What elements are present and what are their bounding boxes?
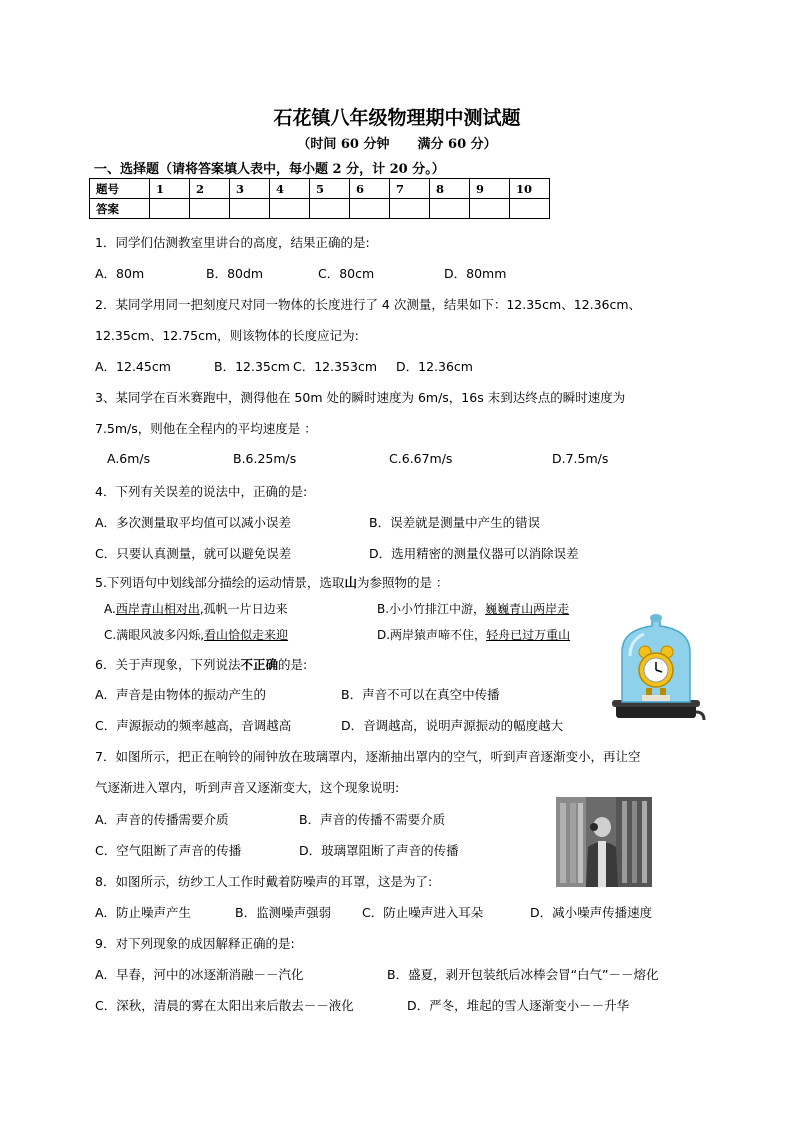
bell-jar-alarm-clock-image — [612, 612, 706, 730]
answer-table — [89, 178, 550, 219]
table-row — [90, 179, 550, 199]
q2-option-a: A．12.45cm — [95, 359, 171, 374]
question-7-stem-line1: 7．如图所示，把正在响铃的闹钟放在玻璃罩内，逐渐抽出罩内的空气，听到声音逐渐变小，再让空 — [95, 749, 641, 764]
q5-option-a — [104, 600, 288, 617]
table-cell: 6 — [350, 179, 390, 199]
q7-option-a: A．声音的传播需要介质 — [95, 812, 229, 827]
answer-cell[interactable] — [270, 199, 310, 219]
q5-option-d — [377, 626, 570, 643]
table-cell: 7 — [390, 179, 430, 199]
q5-stem-emphasis: 山 — [344, 575, 357, 590]
table-cell: 9 — [470, 179, 510, 199]
q7-option-c: C．空气阻断了声音的传播 — [95, 843, 242, 858]
q5-option-b-underline: 巍巍青山两岸走 — [485, 602, 570, 616]
answer-cell[interactable] — [510, 199, 550, 219]
table-cell: 5 — [310, 179, 350, 199]
question-2-stem-line1: 2．某同学用同一把刻度尺对同一物体的长度进行了 4 次测量，结果如下：12.35cm、12.36cm、 — [95, 297, 642, 312]
exam-subtitle — [0, 133, 794, 152]
q4-option-b: B．误差就是测量中产生的错误 — [369, 515, 541, 530]
question-5-stem — [95, 573, 448, 591]
q1-option-c: C．80cm — [318, 266, 375, 281]
q6-option-b: B．声音不可以在真空中传播 — [341, 687, 500, 702]
question-2-stem-line2: 12.35cm、12.75cm，则该物体的长度应记为: — [95, 328, 359, 343]
question-4-stem: 4．下列有关误差的说法中，正确的是: — [95, 484, 308, 499]
table-cell: 1 — [150, 179, 190, 199]
q6-stem-text: 6．关于声现象，下列说法 — [95, 657, 241, 672]
table-cell: 8 — [430, 179, 470, 199]
q4-option-c: C．只要认真测量，就可以避免误差 — [95, 546, 292, 561]
q5-option-a-rest: ,孤帆一片日边来 — [199, 602, 288, 616]
question-9-stem: 9．对下列现象的成因解释正确的是: — [95, 936, 295, 951]
question-3-stem-line2: 7.5m/s，则他在全程内的平均速度是 ： — [95, 421, 317, 436]
question-6-stem — [95, 655, 307, 673]
q5-option-c — [104, 626, 288, 643]
exam-title: 石花镇八年级物理期中测试题 — [273, 107, 521, 129]
q5-option-b-label: B.小小竹排江中游， — [377, 602, 486, 616]
q4-option-a: A．多次测量取平均值可以减小误差 — [95, 515, 292, 530]
answer-cell[interactable] — [190, 199, 230, 219]
q6-option-d: D．音调越高，说明声源振动的幅度越大 — [341, 718, 564, 733]
q1-option-d: D．80mm — [444, 266, 507, 281]
question-1-stem: 1．同学们估测教室里讲台的高度，结果正确的是: — [95, 235, 370, 250]
q7-option-d: D．玻璃罩阻断了声音的传播 — [299, 843, 459, 858]
answer-cell[interactable] — [150, 199, 190, 219]
q8-option-a: A．防止噪声产生 — [95, 905, 192, 920]
q8-option-d: D．减小噪声传播速度 — [530, 905, 653, 920]
q2-option-c: C．12.353cm — [293, 359, 378, 374]
full-score: 满分 60 分） — [417, 137, 497, 152]
q9-option-a: A．早春，河中的冰逐渐消融－－汽化 — [95, 967, 304, 982]
table-cell: 2 — [190, 179, 230, 199]
q5-option-a-underline: 西岸青山相对出 — [115, 602, 200, 616]
section-heading: 一、选择题（请将答案填人表中，每小题 2 分，计 20 分。） — [94, 162, 445, 177]
table-row — [90, 199, 550, 219]
table-cell: 答案 — [90, 199, 150, 219]
q8-option-b: B．监测噪声强弱 — [235, 905, 332, 920]
q4-option-d: D．选用精密的测量仪器可以消除误差 — [369, 546, 579, 561]
q3-option-d: D.7.5m/s — [552, 451, 609, 466]
answer-cell[interactable] — [430, 199, 470, 219]
q3-option-b: B.6.25m/s — [233, 451, 297, 466]
q2-option-d: D．12.36cm — [396, 359, 473, 374]
q2-option-b: B．12.35cm — [214, 359, 290, 374]
q3-option-a: A.6m/s — [107, 451, 151, 466]
q5-stem-text: 5.下列语句中划线部分描绘的运动情景，选取 — [95, 575, 345, 590]
answer-cell[interactable] — [350, 199, 390, 219]
table-cell: 10 — [510, 179, 550, 199]
answer-cell[interactable] — [470, 199, 510, 219]
q5-option-d-label: D.两岸猿声啼不住， — [377, 628, 487, 642]
question-8-stem: 8．如图所示，纺纱工人工作时戴着防噪声的耳罩，这是为了: — [95, 874, 433, 889]
q5-option-d-underline: 轻舟已过万重山 — [486, 628, 571, 642]
q5-option-c-label: C.满眼风波多闪烁, — [104, 628, 205, 642]
answer-cell[interactable] — [390, 199, 430, 219]
answer-cell[interactable] — [310, 199, 350, 219]
q7-option-b: B．声音的传播不需要介质 — [299, 812, 446, 827]
q6-option-c: C．声源振动的频率越高，音调越高 — [95, 718, 292, 733]
q6-stem-emphasis: 不正确 — [240, 657, 278, 672]
time-limit: （时间 60 分钟 — [297, 137, 390, 152]
q5-option-a-label: A. — [104, 602, 116, 616]
table-cell: 3 — [230, 179, 270, 199]
q5-option-b — [377, 600, 569, 617]
q6-stem-text-end: 的是: — [277, 657, 308, 672]
table-cell: 题号 — [90, 179, 150, 199]
q8-option-c: C．防止噪声进入耳朵 — [362, 905, 484, 920]
q9-option-c: C．深秋，清晨的雾在太阳出来后散去－－液化 — [95, 998, 354, 1013]
q1-option-a: A．80m — [95, 266, 145, 281]
q1-option-b: B．80dm — [206, 266, 264, 281]
q9-option-d: D．严冬，堆起的雪人逐渐变小－－升华 — [407, 998, 630, 1013]
question-7-stem-line2: 气逐渐进入罩内，听到声音又逐渐变大，这个现象说明: — [95, 780, 400, 795]
q9-option-b: B．盛夏，剥开包装纸后冰棒会冒“白气”－－熔化 — [387, 967, 659, 982]
question-3-stem-line1: 3、某同学在百米赛跑中，测得他在 50m 处的瞬时速度为 6m/s，16s 末到达终点的瞬时速度为 — [95, 390, 626, 405]
q6-option-a: A．声音是由物体的振动产生的 — [95, 687, 267, 702]
q5-stem-text-end: 为参照物的是 ： — [356, 575, 449, 590]
answer-cell[interactable] — [230, 199, 270, 219]
table-cell: 4 — [270, 179, 310, 199]
q5-option-c-underline: 看山恰似走来迎 — [204, 628, 289, 642]
q3-option-c: C.6.67m/s — [389, 451, 453, 466]
textile-worker-photo — [556, 797, 652, 887]
